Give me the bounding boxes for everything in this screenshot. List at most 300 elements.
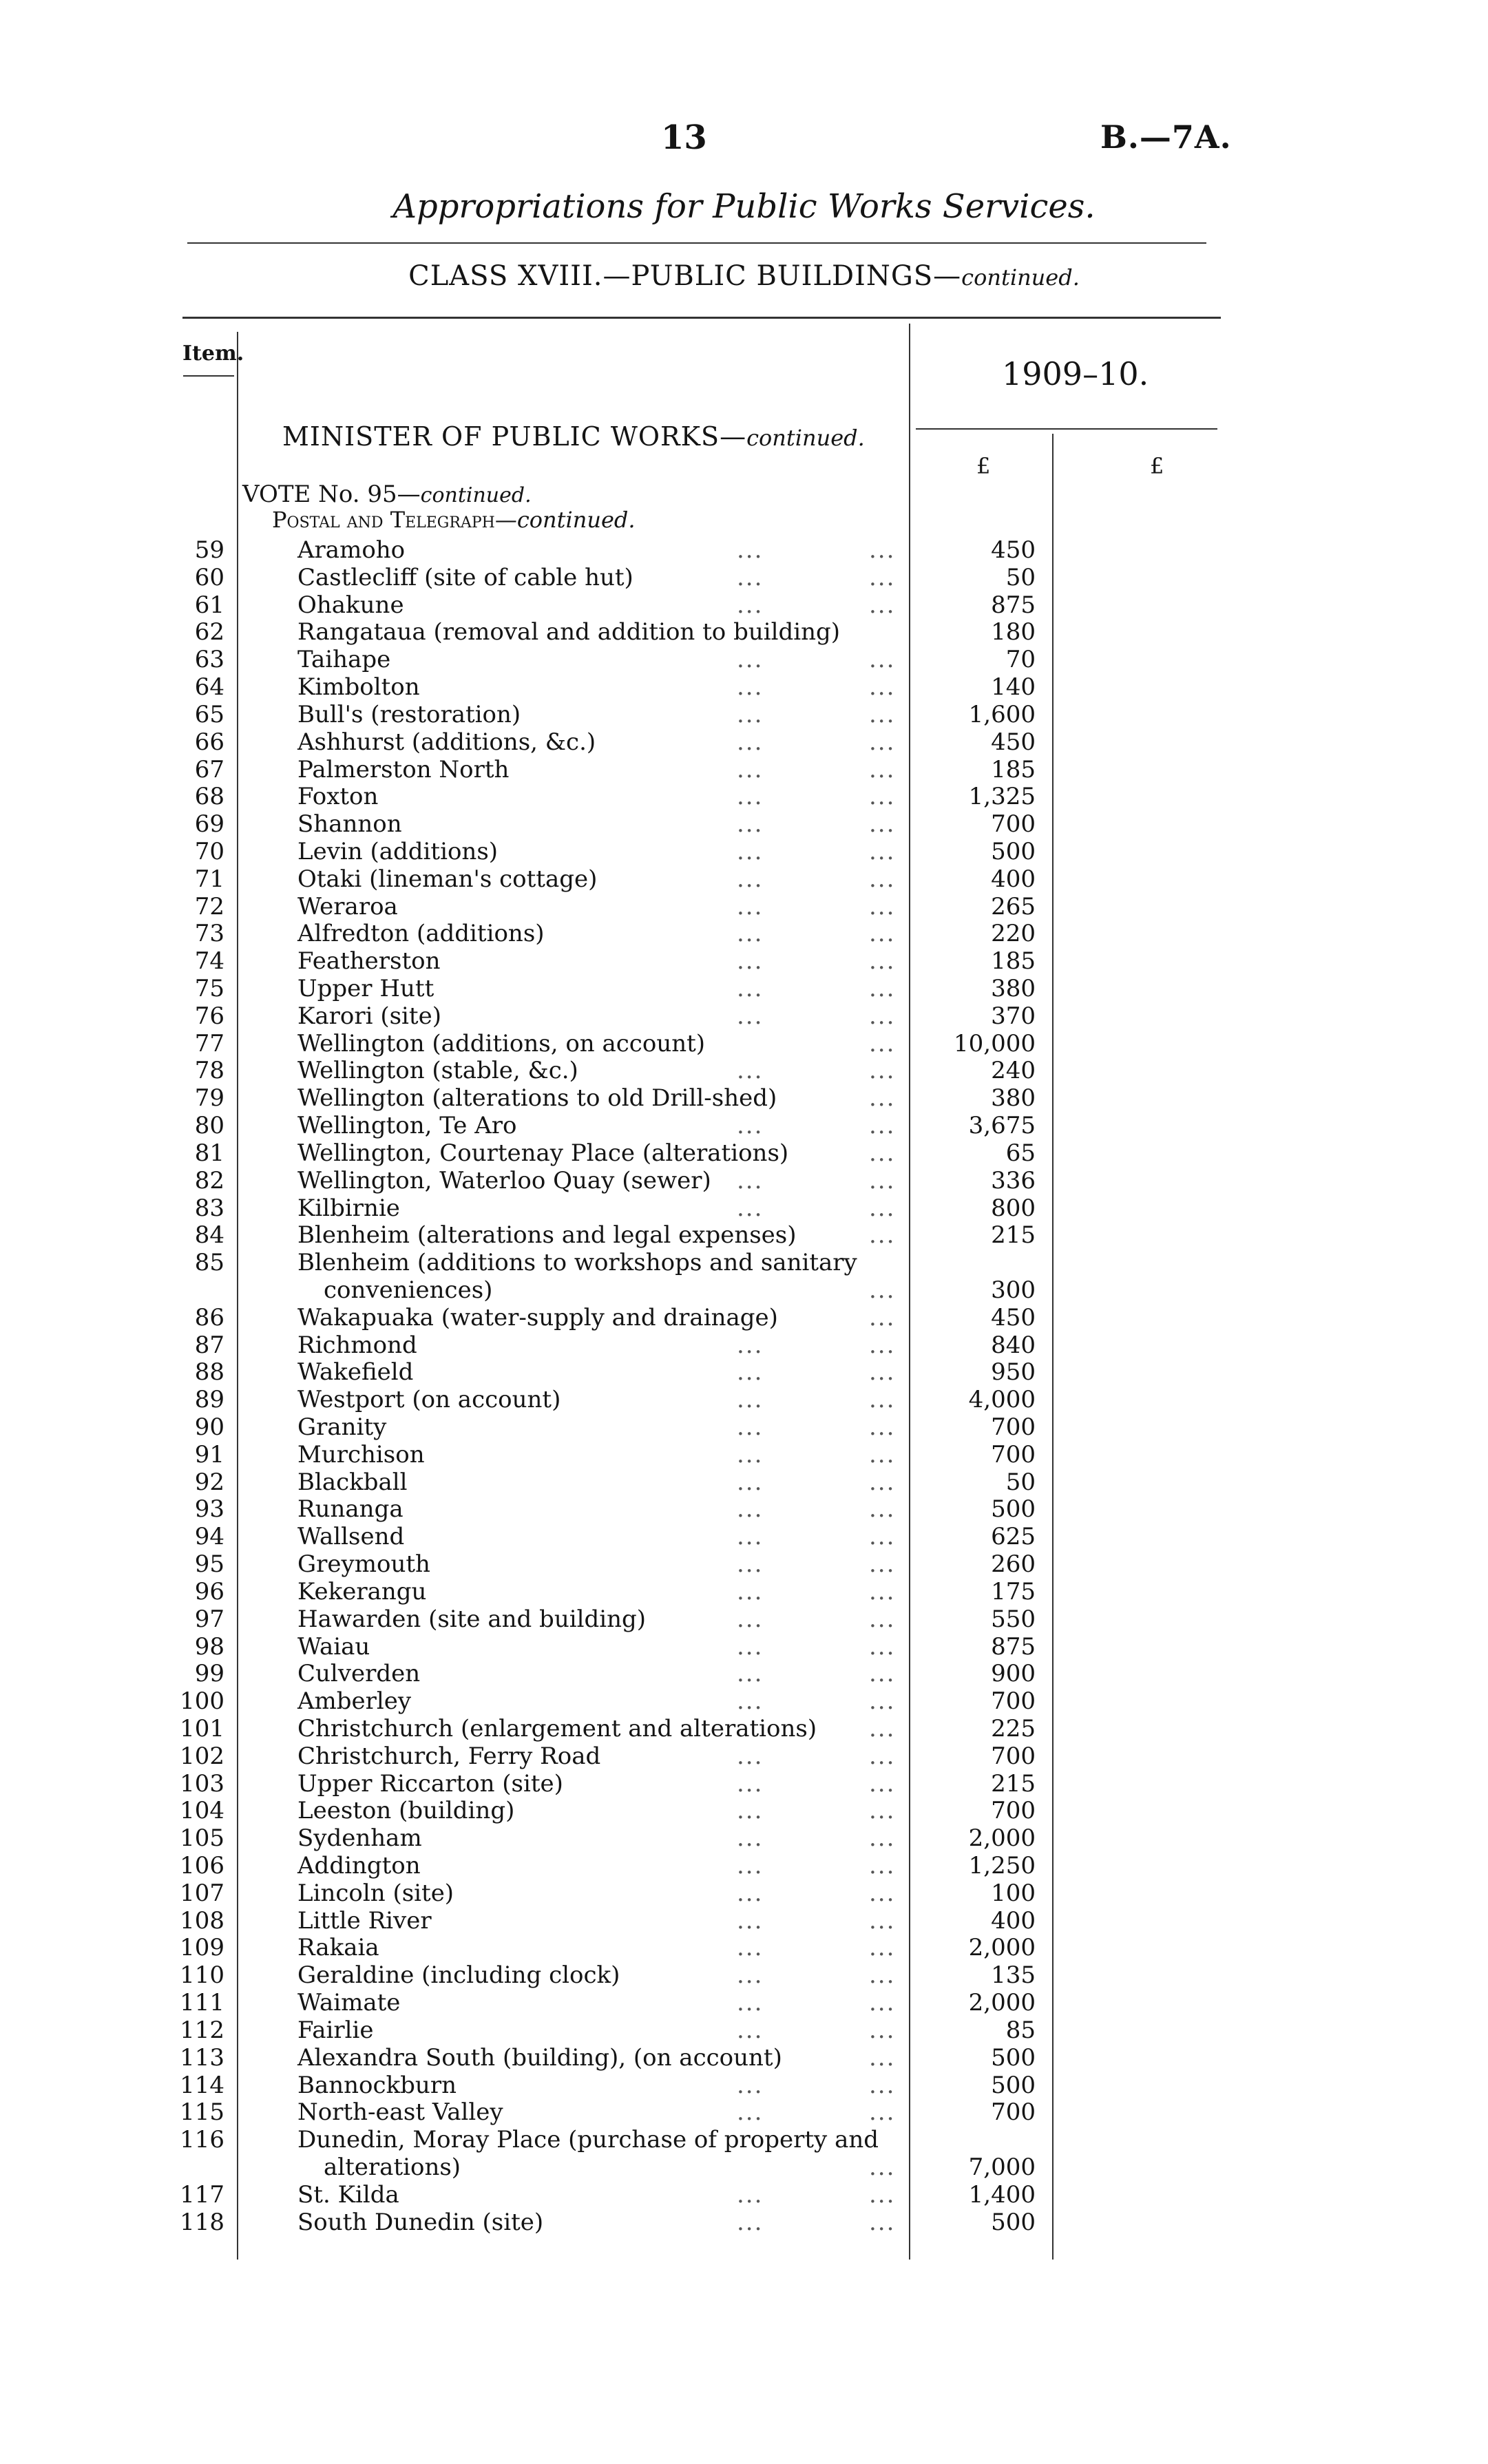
item-amount: 1,250 [968,1852,1036,1879]
table-row [0,1195,1488,1223]
leader-dots: ... [737,810,764,839]
leader-dots: ... [737,1358,764,1387]
item-number: 76 [194,1002,224,1030]
leader-dots: ... [869,1797,896,1825]
table-row [0,1962,1488,1990]
leader-dots: ... [737,563,764,591]
leader-dots: ... [737,1989,764,2017]
item-description: Featherston [297,947,441,976]
item-amount: 700 [991,1742,1036,1770]
item-description: Blenheim (additions to workshops and sanitary [297,1249,857,1277]
table-row [0,1277,1488,1305]
leader-dots: ... [869,1906,896,1935]
item-amount: 300 [991,1276,1036,1304]
table-row [0,1579,1488,1606]
item-amount: 140 [991,673,1036,702]
table-row [0,783,1488,811]
item-number: 82 [194,1166,224,1194]
table-row [0,1771,1488,1798]
item-description: Kekerangu [297,1577,427,1605]
leader-dots: ... [869,591,896,619]
leader-dots: ... [869,1029,896,1057]
table-row [0,920,1488,948]
item-number: 88 [194,1358,224,1387]
table-row [0,619,1488,646]
item-description: Little River [297,1906,432,1935]
leader-dots: ... [737,920,764,948]
table-row [0,2209,1488,2237]
leader-dots: ... [869,1550,896,1579]
table-row [0,1496,1488,1524]
item-number: 112 [180,2016,224,2044]
item-amount: 265 [991,892,1036,920]
item-amount: 380 [991,1084,1036,1113]
item-number: 114 [180,2071,224,2099]
leader-dots: ... [737,2016,764,2044]
leader-dots: ... [737,1879,764,1907]
table-row [0,976,1488,1003]
item-amount: 2,000 [968,1824,1036,1853]
leader-dots: ... [869,2208,896,2236]
item-description: Bull's (restoration) [297,700,521,728]
item-amount: 500 [991,2208,1036,2236]
item-description: North-east Valley [297,2098,503,2127]
appropriations-table [0,537,1488,2236]
leader-dots: ... [737,947,764,976]
item-description: Wellington (stable, &c.) [297,1057,578,1085]
item-number: 109 [180,1934,224,1962]
leader-dots: ... [737,1852,764,1879]
leader-dots: ... [869,1194,896,1222]
leader-dots: ... [869,1989,896,2017]
item-number: 74 [194,947,224,976]
item-amount: 700 [991,1797,1036,1825]
table-row [0,1990,1488,2017]
leader-dots: ... [869,1714,896,1742]
leader-dots: ... [737,1906,764,1935]
table-row [0,1140,1488,1168]
item-number: 71 [194,865,224,893]
item-number: 61 [194,591,224,619]
item-description: South Dunedin (site) [297,2208,544,2236]
leader-dots: ... [869,1852,896,1879]
item-amount: 450 [991,728,1036,756]
page-number: 13 [661,118,707,157]
leader-dots: ... [869,1742,896,1770]
item-description: Westport (on account) [297,1386,561,1414]
leader-dots: ... [737,1523,764,1551]
item-description: Karori (site) [297,1002,441,1030]
item-amount: 625 [991,1523,1036,1551]
item-description: Fairlie [297,2016,374,2044]
item-number: 116 [180,2126,224,2154]
leader-dots: ... [737,536,764,564]
item-amount: 900 [991,1660,1036,1688]
leader-dots: ... [869,673,896,702]
item-amount: 240 [991,1057,1036,1085]
item-description: Christchurch, Ferry Road [297,1742,601,1770]
item-description: Castlecliff (site of cable hut) [297,563,633,591]
table-row [0,1332,1488,1360]
item-description: Culverden [297,1660,421,1688]
item-description: Kilbirnie [297,1194,400,1222]
leader-dots: ... [737,2208,764,2236]
item-description: Murchison [297,1440,425,1468]
item-amount: 220 [991,920,1036,948]
item-number: 101 [180,1714,224,1742]
leader-dots: ... [737,1797,764,1825]
item-number: 73 [194,920,224,948]
table-row [0,1661,1488,1688]
item-number: 102 [180,1742,224,1770]
leader-dots: ... [869,700,896,728]
leader-dots: ... [869,1276,896,1304]
leader-dots: ... [869,1879,896,1907]
table-row [0,894,1488,921]
item-amount: 875 [991,591,1036,619]
item-amount: 1,600 [968,700,1036,728]
table-row [0,537,1488,565]
leader-dots: ... [869,1386,896,1414]
table-row [0,2045,1488,2072]
item-number: 93 [194,1495,224,1524]
table-row [0,1716,1488,1743]
table-row [0,2072,1488,2100]
item-description: Dunedin, Moray Place (purchase of property and [297,2126,879,2154]
table-row [0,1606,1488,1634]
item-amount: 450 [991,1303,1036,1331]
item-amount: 185 [991,947,1036,976]
item-description: Upper Hutt [297,975,434,1002]
item-amount: 380 [991,975,1036,1002]
item-number: 86 [194,1303,224,1331]
subsection-heading-main: Postal and Telegraph— [272,507,517,533]
item-number: 104 [180,1797,224,1825]
leader-dots: ... [869,563,896,591]
item-description: alterations) [324,2153,461,2181]
leader-dots: ... [869,1002,896,1030]
table-row [0,1442,1488,1469]
table-row [0,592,1488,620]
item-description: Waiau [297,1632,370,1661]
leader-dots: ... [869,1468,896,1496]
item-amount: 85 [1005,2016,1036,2044]
table-row [0,1359,1488,1387]
item-number: 92 [194,1468,224,1496]
leader-dots: ... [737,1605,764,1633]
leader-dots: ... [869,810,896,839]
leader-dots: ... [737,1468,764,1496]
table-row [0,1085,1488,1113]
leader-dots: ... [869,837,896,865]
leader-dots: ... [737,837,764,865]
table-row [0,1743,1488,1771]
item-amount: 50 [1005,1468,1036,1496]
item-description: Blenheim (alterations and legal expenses) [297,1221,797,1250]
item-description: Ashhurst (additions, &c.) [297,728,596,756]
table-row [0,811,1488,839]
item-amount: 7,000 [968,2153,1036,2181]
table-row [0,757,1488,784]
item-amount: 400 [991,1906,1036,1935]
table-row [0,1414,1488,1442]
table-row [0,1168,1488,1195]
item-description: Blackball [297,1468,408,1496]
item-description: Sydenham [297,1824,422,1853]
item-number: 118 [180,2208,224,2236]
item-number: 110 [180,1961,224,1990]
leader-dots: ... [737,2180,764,2209]
document-reference: B.—7A. [1100,118,1232,156]
table-row [0,1634,1488,1661]
leader-dots: ... [737,865,764,893]
table-row [0,1305,1488,1332]
leader-dots: ... [737,1961,764,1990]
leader-dots: ... [737,1112,764,1140]
item-description: conveniences) [324,1276,493,1304]
item-number: 62 [194,618,224,646]
item-amount: 10,000 [954,1029,1036,1057]
table-row [0,1031,1488,1058]
table-row [0,1825,1488,1853]
item-number: 91 [194,1440,224,1468]
item-description: Amberley [297,1687,412,1716]
item-description: Alfredton (additions) [297,920,545,948]
item-description: St. Kilda [297,2180,399,2209]
item-amount: 185 [991,755,1036,783]
item-number: 103 [180,1769,224,1798]
table-row [0,565,1488,592]
item-description: Palmerston North [297,755,510,783]
leader-dots: ... [869,1303,896,1331]
leader-dots: ... [869,920,896,948]
item-number: 107 [180,1879,224,1907]
leader-dots: ... [737,1440,764,1468]
leader-dots: ... [869,2098,896,2127]
class-heading-continued: continued. [961,264,1080,291]
leader-dots: ... [737,700,764,728]
table-row [0,2017,1488,2045]
item-amount: 875 [991,1632,1036,1661]
item-description: Wallsend [297,1523,405,1551]
leader-dots: ... [737,1687,764,1716]
class-heading-main: CLASS XVIII.—PUBLIC BUILDINGS— [408,260,962,292]
leader-dots: ... [737,1769,764,1798]
item-amount: 175 [991,1577,1036,1605]
item-amount: 215 [991,1221,1036,1250]
leader-dots: ... [869,2180,896,2209]
leader-dots: ... [869,1166,896,1194]
leader-dots: ... [737,1742,764,1770]
item-amount: 550 [991,1605,1036,1633]
item-number: 80 [194,1112,224,1140]
leader-dots: ... [737,1577,764,1605]
pound-symbol-left: £ [976,453,991,479]
item-amount: 700 [991,1687,1036,1716]
table-row [0,729,1488,757]
item-amount: 500 [991,837,1036,865]
item-amount: 700 [991,1440,1036,1468]
item-description: Kimbolton [297,673,420,702]
table-row [0,866,1488,894]
leader-dots: ... [869,536,896,564]
subsection-heading [272,507,636,533]
leader-dots: ... [869,865,896,893]
vote-heading-continued: continued. [420,483,532,507]
item-description: Granity [297,1413,387,1441]
table-row [0,1250,1488,1277]
item-number: 106 [180,1852,224,1879]
ministry-heading-continued: continued. [746,425,865,451]
table-row [0,2127,1488,2154]
item-number: 83 [194,1194,224,1222]
leader-dots: ... [869,1824,896,1853]
item-description: Lincoln (site) [297,1879,454,1907]
leader-dots: ... [737,1413,764,1441]
item-description: Wellington, Te Aro [297,1112,517,1140]
item-column-header: Item. [182,341,244,366]
leader-dots: ... [869,1632,896,1661]
leader-dots: ... [737,755,764,783]
leader-dots: ... [737,1057,764,1085]
leader-dots: ... [737,1824,764,1853]
table-row [0,1524,1488,1551]
item-number: 111 [180,1989,224,2017]
item-description: Wakefield [297,1358,414,1387]
leader-dots: ... [737,673,764,702]
item-number: 100 [180,1687,224,1716]
table-row [0,1551,1488,1579]
item-amount: 225 [991,1714,1036,1742]
item-amount: 800 [991,1194,1036,1222]
leader-dots: ... [869,1495,896,1524]
table-row [0,702,1488,729]
table-row [0,1798,1488,1825]
item-description: Otaki (lineman's cottage) [297,865,598,893]
header-rule [182,317,1221,319]
item-description: Levin (additions) [297,837,499,865]
item-amount: 65 [1005,1139,1036,1167]
item-number: 99 [194,1660,224,1688]
leader-dots: ... [869,2153,896,2181]
leader-dots: ... [869,1358,896,1387]
leader-dots: ... [737,1934,764,1962]
item-amount: 135 [991,1961,1036,1990]
item-amount: 215 [991,1769,1036,1798]
item-description: Wellington (additions, on account) [297,1029,706,1057]
item-description: Runanga [297,1495,404,1524]
item-number: 89 [194,1386,224,1414]
leader-dots: ... [869,1577,896,1605]
vote-heading-main: VOTE No. 95— [242,481,421,508]
table-row [0,1113,1488,1140]
leader-dots: ... [737,975,764,1002]
item-number: 108 [180,1906,224,1935]
item-description: Richmond [297,1331,417,1359]
leader-dots: ... [737,1331,764,1359]
table-row [0,2099,1488,2127]
item-description: Alexandra South (building), (on account) [297,2043,782,2072]
table-row [0,839,1488,866]
item-number: 85 [194,1249,224,1277]
leader-dots: ... [869,1687,896,1716]
item-description: Upper Riccarton (site) [297,1769,563,1798]
table-row [0,646,1488,674]
item-amount: 700 [991,1413,1036,1441]
item-number: 113 [180,2043,224,2072]
year-column-header: 1909–10. [1002,355,1149,392]
item-amount: 500 [991,1495,1036,1524]
table-row [0,1222,1488,1250]
leader-dots: ... [869,1934,896,1962]
leader-dots: ... [869,1413,896,1441]
leader-dots: ... [737,1194,764,1222]
item-description: Wellington, Courtenay Place (alterations) [297,1139,789,1167]
leader-dots: ... [869,783,896,811]
item-number: 72 [194,892,224,920]
item-header-underline [183,375,234,377]
vote-heading [242,481,532,508]
item-number: 68 [194,783,224,811]
item-number: 95 [194,1550,224,1579]
leader-dots: ... [869,1523,896,1551]
item-amount: 950 [991,1358,1036,1387]
leader-dots: ... [737,1550,764,1579]
leader-dots: ... [869,1221,896,1250]
item-amount: 260 [991,1550,1036,1579]
table-row [0,1908,1488,1935]
year-underline [916,428,1217,430]
leader-dots: ... [737,1166,764,1194]
item-number: 84 [194,1221,224,1250]
leader-dots: ... [869,892,896,920]
table-row [0,1880,1488,1908]
top-rule [187,242,1206,244]
leader-dots: ... [869,728,896,756]
item-number: 94 [194,1523,224,1551]
item-description: Taihape [297,646,391,674]
leader-dots: ... [869,1057,896,1085]
leader-dots: ... [737,783,764,811]
item-number: 96 [194,1577,224,1605]
item-number: 63 [194,646,224,674]
item-number: 115 [180,2098,224,2127]
item-amount: 1,325 [968,783,1036,811]
item-amount: 700 [991,2098,1036,2127]
item-description: Bannockburn [297,2071,457,2099]
leader-dots: ... [737,2071,764,2099]
item-description: Addington [297,1852,421,1879]
class-heading [0,260,1488,292]
item-description: Ohakune [297,591,404,619]
leader-dots: ... [869,646,896,674]
item-number: 67 [194,755,224,783]
item-amount: 2,000 [968,1934,1036,1962]
leader-dots: ... [737,1386,764,1414]
item-amount: 400 [991,865,1036,893]
leader-dots: ... [869,2016,896,2044]
table-row [0,1688,1488,1716]
item-number: 90 [194,1413,224,1441]
leader-dots: ... [869,2043,896,2072]
item-amount: 1,400 [968,2180,1036,2209]
table-row [0,1853,1488,1880]
leader-dots: ... [869,1084,896,1113]
table-row [0,2182,1488,2209]
item-amount: 500 [991,2071,1036,2099]
item-number: 64 [194,673,224,702]
item-amount: 450 [991,536,1036,564]
